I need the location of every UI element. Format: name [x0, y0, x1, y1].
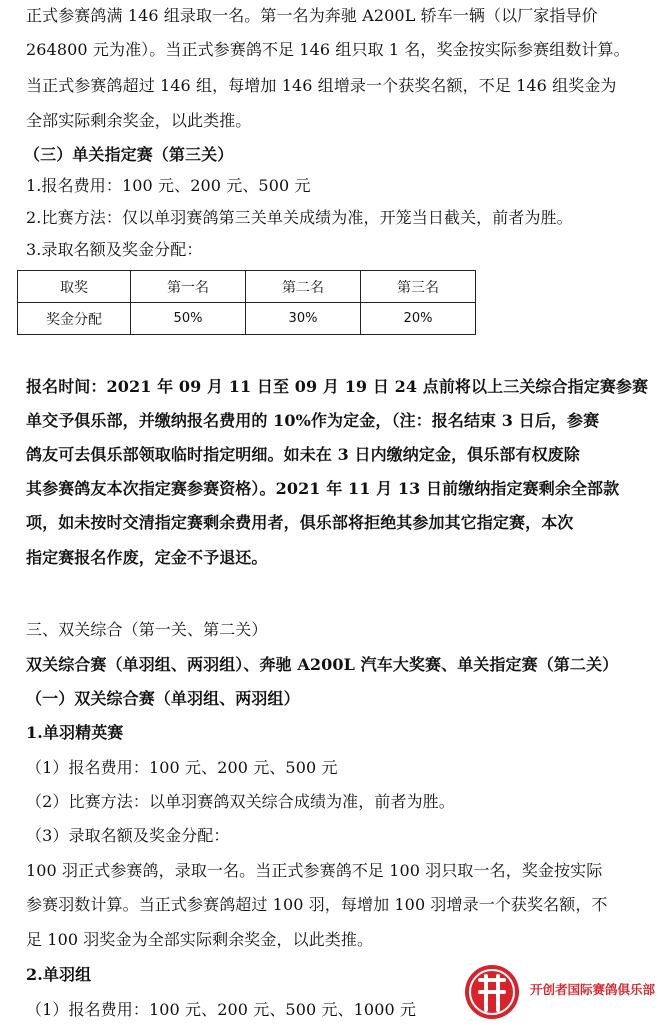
paragraph-line: 正式参赛鸽满 146 组录取一名。第一名为奔驰 A200L 轿车一辆（以厂家指导价	[26, 6, 598, 25]
paragraph-line: 100 羽正式参赛鸽，录取一名。当正式参赛鸽不足 100 羽只取一名，奖金按实际	[26, 861, 603, 880]
table-row	[18, 303, 476, 335]
table-cell: 取奖	[18, 271, 131, 303]
registration-line: 指定赛报名作废，定金不予退还。	[26, 548, 268, 567]
registration-line: 报名时间：2021 年 09 月 11 日至 09 月 19 日 24 点前将以上三关综合指定赛参赛	[26, 377, 649, 396]
list-item: 1.报名费用：100 元、200 元、500 元	[26, 176, 311, 195]
list-item: 3.录取名额及奖金分配：	[26, 240, 203, 259]
paragraph-line: 当正式参赛鸽超过 146 组，每增加 146 组增录一个获奖名额，不足 146 组奖金为	[26, 76, 617, 95]
table-cell: 奖金分配	[18, 303, 131, 335]
paragraph-line: 全部实际剩余奖金，以此类推。	[26, 111, 252, 130]
section-heading: （三）单关指定赛（第三关）	[24, 145, 234, 164]
list-item: （3）录取名额及奖金分配：	[26, 826, 230, 845]
list-item: （2）比赛方法：以单羽赛鸽双关综合成绩为准，前者为胜。	[26, 792, 455, 811]
table-cell: 第二名	[246, 271, 361, 303]
subsection-heading: （一）双关综合赛（单羽组、两羽组）	[26, 689, 300, 708]
section-heading: 三、双关综合（第一关、第二关）	[26, 620, 268, 639]
club-logo	[462, 962, 662, 1022]
list-item: （1）报名费用：100 元、200 元、500 元、1000 元	[26, 1000, 417, 1019]
table-cell: 第三名	[361, 271, 476, 303]
registration-line: 鸽友可去俱乐部领取临时指定明细。如未在 3 日内缴纳定金，俱乐部有权废除	[26, 445, 580, 464]
subsection-heading: 2.单羽组	[26, 965, 92, 984]
table-cell: 30%	[246, 303, 361, 335]
registration-line: 单交予俱乐部，并缴纳报名费用的 10%作为定金，（注：报名结束 3 日后，参赛	[26, 411, 600, 430]
table-header-row	[18, 271, 476, 303]
club-name: 开创者国际赛鸽俱乐部	[530, 982, 656, 997]
table-cell: 20%	[361, 303, 476, 335]
table-cell: 第一名	[131, 271, 246, 303]
list-item: 2.比赛方法：仅以单羽赛鸽第三关单关成绩为准，开笼当日截关，前者为胜。	[26, 208, 573, 227]
subsection-heading: 1.单羽精英赛	[26, 723, 124, 742]
club-seal-icon	[462, 962, 522, 1022]
registration-line: 项，如未按时交清指定赛剩余费用者，俱乐部将拒绝其参加其它指定赛，本次	[26, 513, 574, 532]
prize-distribution-table	[17, 270, 476, 335]
paragraph-line: 参赛羽数计算。当正式参赛鸽超过 100 羽，每增加 100 羽增录一个获奖名额，不	[26, 895, 608, 914]
section-subheading: 双关综合赛（单羽组、两羽组）、奔驰 A200L 汽车大奖赛、单关指定赛（第二关）	[26, 655, 619, 674]
paragraph-line: 264800 元为准）。当正式参赛鸽不足 146 组只取 1 名，奖金按实际参赛组数计算。	[26, 40, 630, 59]
paragraph-line: 足 100 羽奖金为全部实际剩余奖金，以此类推。	[26, 930, 374, 949]
table-cell: 50%	[131, 303, 246, 335]
list-item: （1）报名费用：100 元、200 元、500 元	[26, 758, 338, 777]
registration-line: 其参赛鸽友本次指定赛参赛资格）。2021 年 11 月 13 日前缴纳指定赛剩余全部款	[26, 479, 620, 498]
